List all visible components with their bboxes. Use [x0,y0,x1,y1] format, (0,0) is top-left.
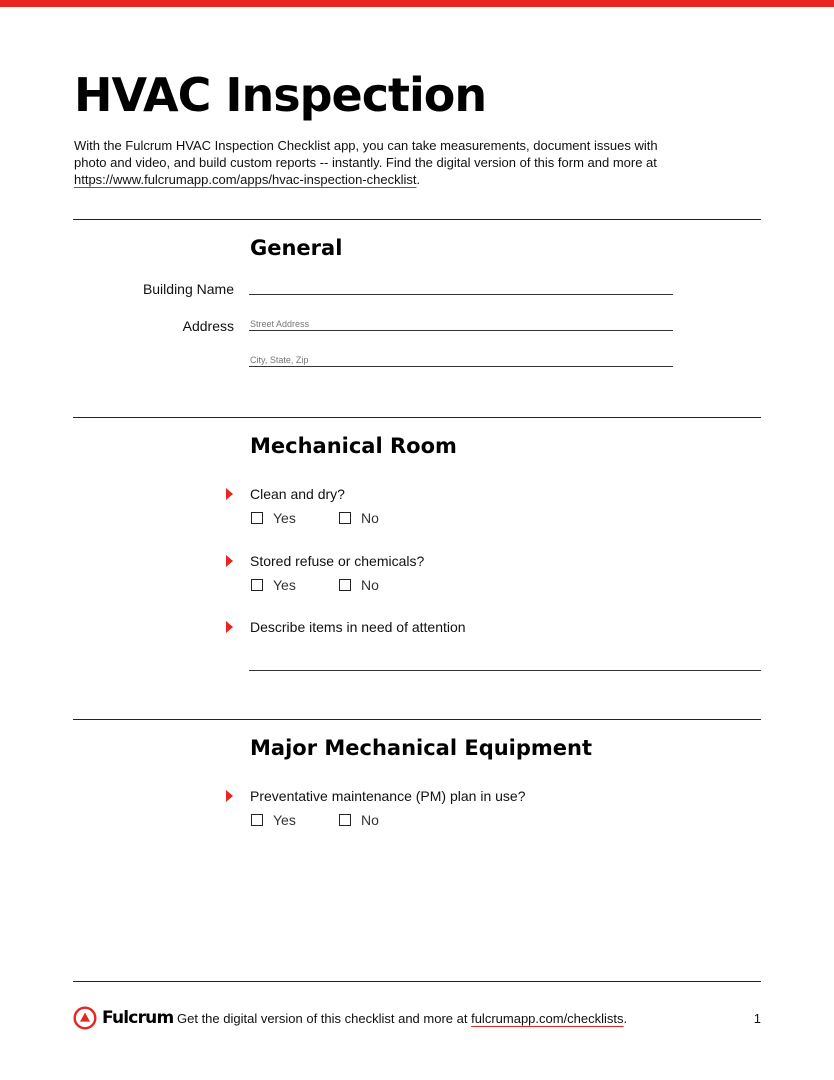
divider-general [73,219,761,220]
checkbox[interactable] [251,814,263,826]
question-marker-icon [226,488,233,500]
option-no-pm[interactable] [339,812,379,828]
question-stored-refuse: Stored refuse or chemicals? [250,553,425,569]
question-clean-and-dry: Clean and dry? [250,486,345,502]
question-marker-icon [226,555,233,567]
question-marker-icon [226,790,233,802]
intro-end: . [416,172,421,187]
page-title: HVAC Inspection [74,68,487,122]
option-label: Yes [273,510,296,526]
option-yes-clean[interactable] [251,510,296,526]
page-number: 1 [753,1011,761,1026]
checkbox[interactable] [339,579,351,591]
building-name-field[interactable] [249,294,673,295]
fulcrum-logo-icon [73,1006,97,1030]
address-label: Address [182,318,234,334]
option-yes-refuse[interactable] [251,577,296,593]
section-title-general: General [250,236,343,260]
city-state-zip-hint: City, State, Zip [250,355,309,365]
option-label: Yes [273,812,296,828]
option-no-refuse[interactable] [339,577,379,593]
divider-major-equipment [73,719,761,720]
street-address-field[interactable] [249,330,673,331]
footer-link[interactable]: fulcrumapp.com/checklists [471,1011,624,1026]
fulcrum-logo [73,1006,173,1030]
divider-mechanical-room [73,417,761,418]
describe-items-field[interactable] [249,670,761,671]
question-marker-icon [226,621,233,633]
checkbox[interactable] [339,512,351,524]
section-title-major-equipment: Major Mechanical Equipment [250,736,593,760]
building-name-label: Building Name [142,281,234,297]
intro-paragraph [74,137,674,188]
question-pm-plan: Preventative maintenance (PM) plan in use? [250,788,526,804]
section-title-mechanical-room: Mechanical Room [250,434,457,458]
option-label: No [361,577,379,593]
intro-link[interactable]: https://www.fulcrumapp.com/apps/hvac-inspection-checklist [74,172,417,187]
footer-text: Get the digital version of this checklist and more at [177,1011,472,1026]
city-state-zip-field[interactable] [249,366,673,367]
checkbox[interactable] [251,579,263,591]
logo-wordmark: Fulcrum [102,1008,174,1028]
divider-footer [73,981,761,982]
option-no-clean[interactable] [339,510,379,526]
intro-text: With the Fulcrum HVAC Inspection Checklist app, you can take measurements, document issues with photo and video, and build custom reports -- instantly. Find the digital version of this form and more at [74,138,658,170]
footer-note [177,1011,627,1026]
footer-end: . [623,1011,628,1026]
option-yes-pm[interactable] [251,812,296,828]
street-address-hint: Street Address [250,319,310,329]
option-label: Yes [273,577,296,593]
option-label: No [361,510,379,526]
question-describe-items: Describe items in need of attention [250,619,466,635]
checkbox[interactable] [251,512,263,524]
checkbox[interactable] [339,814,351,826]
option-label: No [361,812,379,828]
top-accent-bar [0,0,834,7]
